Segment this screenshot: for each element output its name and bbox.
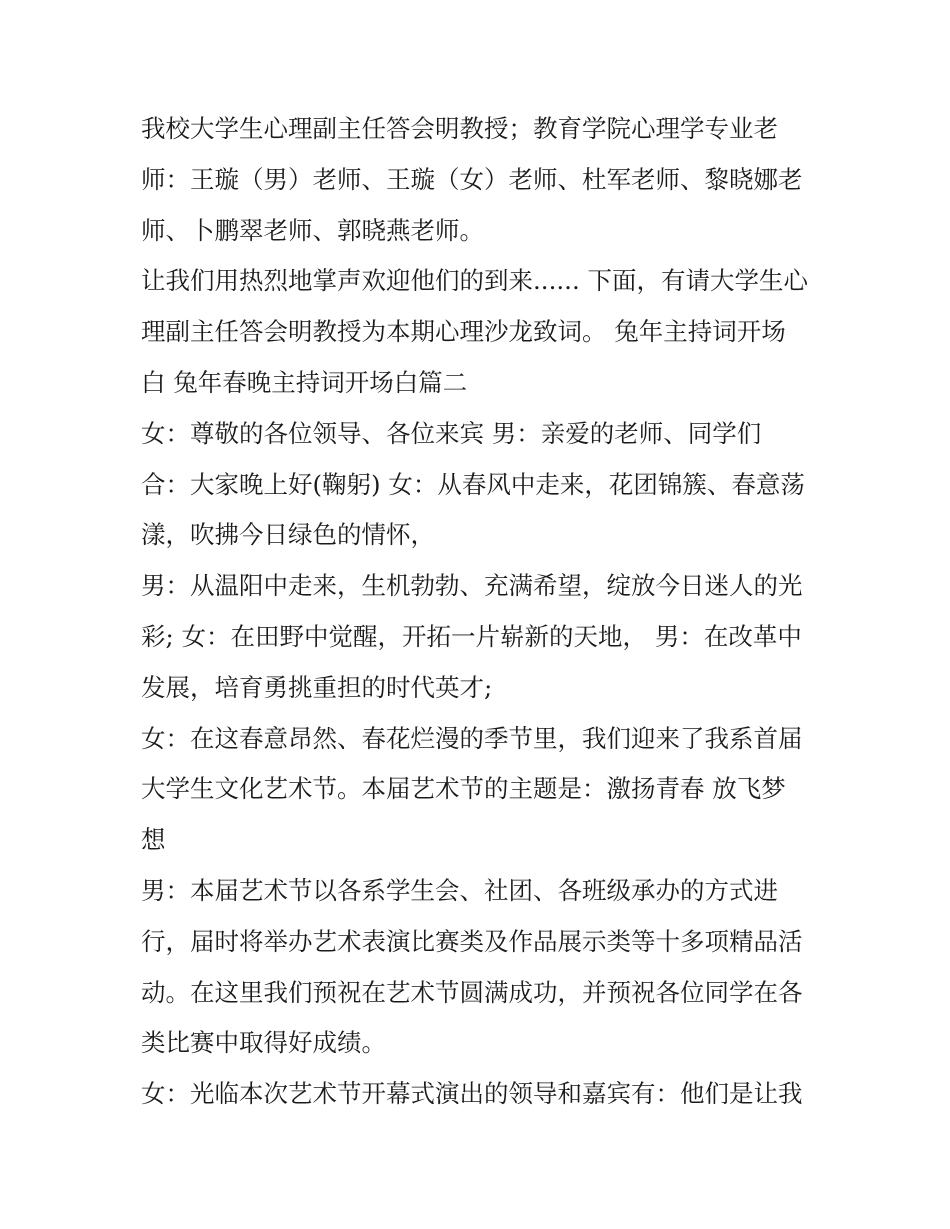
- text-line: 白 兔年春晚主持词开场白篇二: [141, 367, 468, 397]
- document-body: [141, 104, 821, 1120]
- text-line: 理副主任答会明教授为本期心理沙龙致词。 兔年主持词开场: [141, 317, 786, 347]
- text-line: 我校大学生心理副主任答会明教授；教育学院心理学专业老: [141, 114, 778, 143]
- text-line: 师：王璇（男）老师、王璇（女）老师、杜军老师、黎晓娜老: [141, 164, 803, 194]
- text-line: 女：光临本次艺术节开幕式演出的领导和嘉宾有：他们是让我: [141, 1079, 803, 1109]
- text-line: 女：在这春意昂然、春花烂漫的季节里，我们迎来了我系首届: [141, 723, 803, 753]
- text-line: 漾，吹拂今日绿色的情怀，: [141, 520, 435, 550]
- text-line: 发展，培育勇挑重担的时代英才;: [141, 672, 493, 702]
- text-line: 行，届时将举办艺术表演比赛类及作品展示类等十多项精品活: [141, 926, 803, 956]
- text-line: 想: [141, 825, 166, 855]
- text-line: 类比赛中取得好成绩。: [141, 1028, 386, 1058]
- text-line: 大学生文化艺术节。本届艺术节的主题是：激扬青春 放飞梦: [141, 774, 786, 804]
- text-line: 女：尊敬的各位领导、各位来宾 男：亲爱的老师、同学们: [141, 418, 762, 448]
- text-line: 男：本届艺术节以各系学生会、社团、各班级承办的方式进: [141, 875, 778, 905]
- text-line: 动。在这里我们预祝在艺术节圆满成功，并预祝各位同学在各: [141, 977, 803, 1007]
- text-line: 合：大家晚上好(鞠躬) 女：从春风中走来，花团锦簇、春意荡: [141, 469, 805, 499]
- text-line: 师、卜鹏翠老师、郭晓燕老师。: [141, 215, 484, 245]
- text-line: 让我们用热烈地掌声欢迎他们的到来...... 下面，有请大学生心: [141, 266, 809, 296]
- text-line: 彩; 女：在田野中觉醒，开拓一片崭新的天地， 男：在改革中: [141, 621, 802, 651]
- text-line: 男：从温阳中走来，生机勃勃、充满希望，绽放今日迷人的光: [141, 571, 803, 601]
